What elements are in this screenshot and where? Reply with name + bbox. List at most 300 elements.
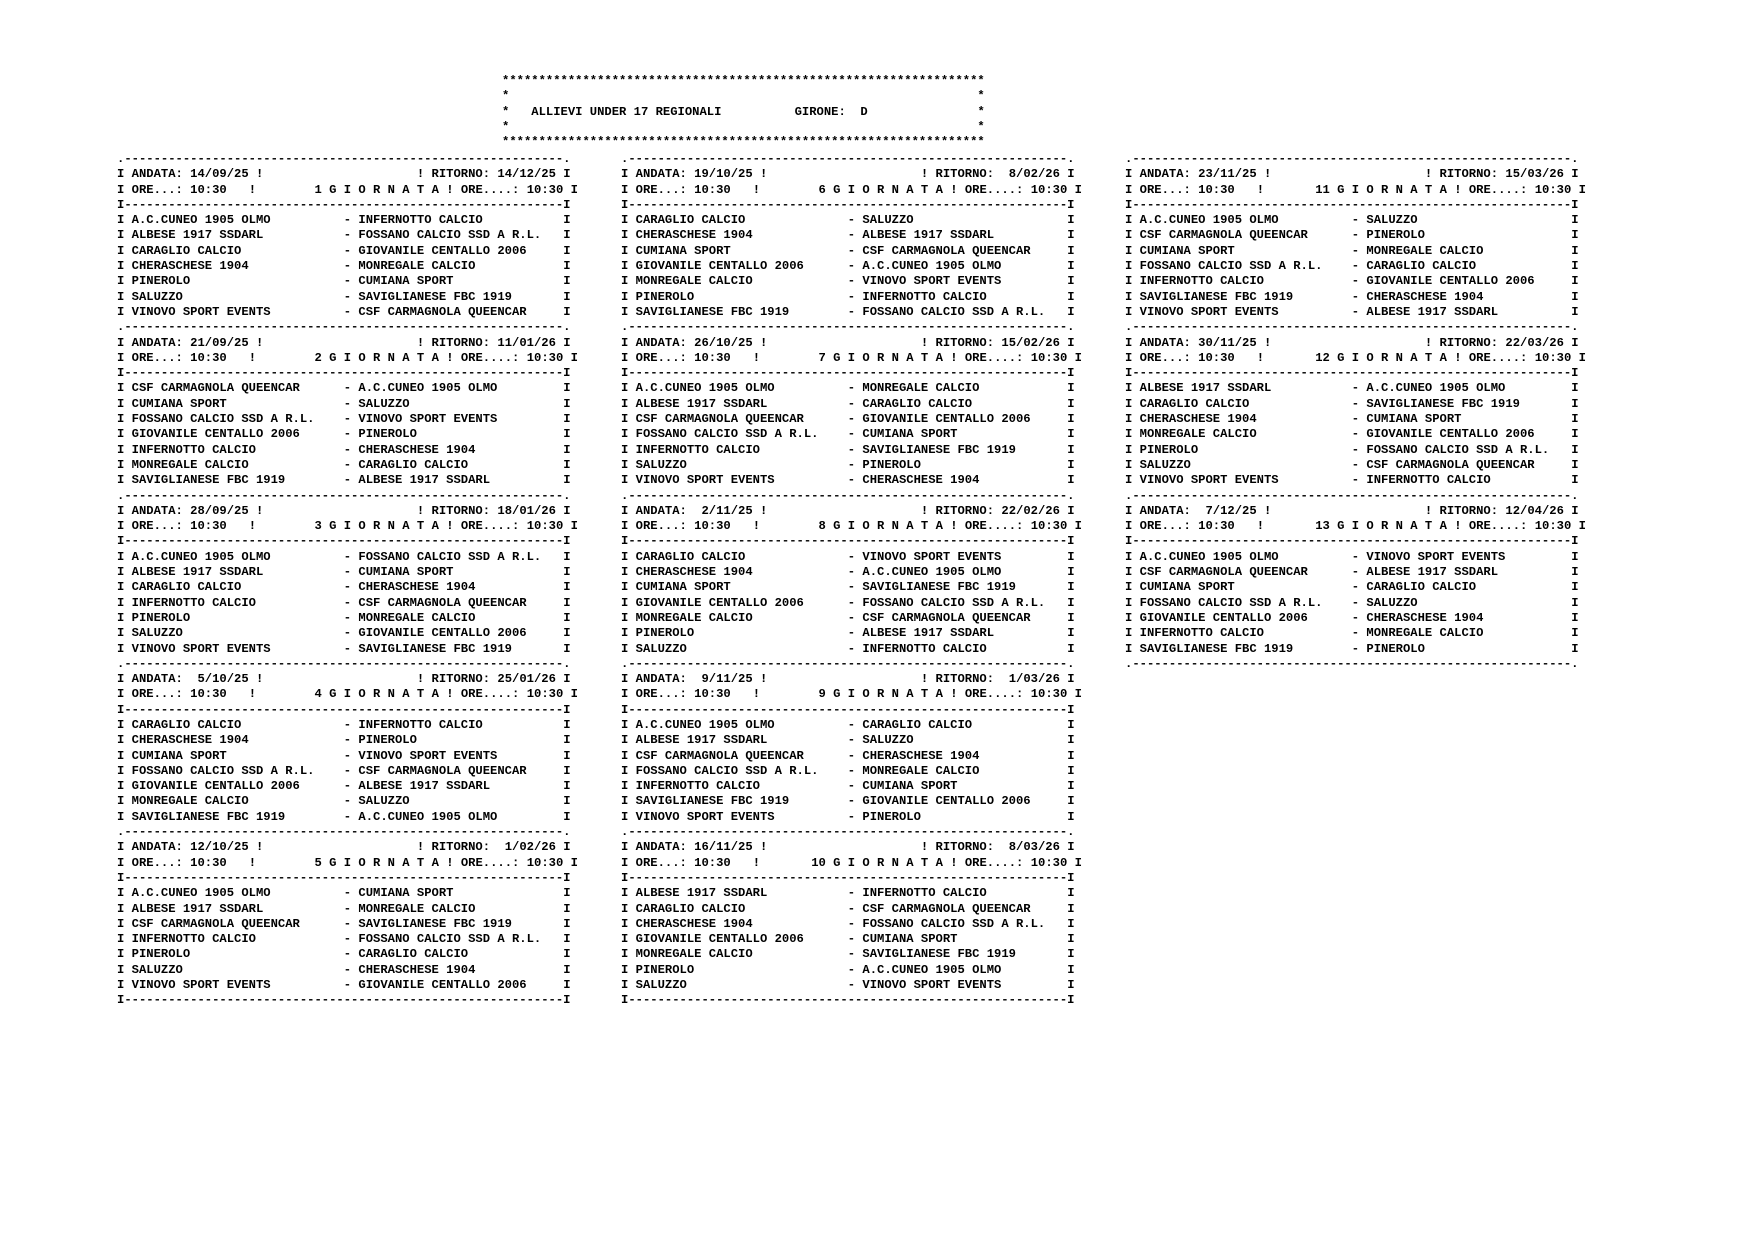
match-row: I CARAGLIO CALCIO - INFERNOTTO CALCIO I: [117, 717, 571, 732]
away-team: FOSSANO CALCIO SSD A R.L.: [862, 916, 1068, 931]
match-row: I VINOVO SPORT EVENTS - CSF CARMAGNOLA QUEENCAR I: [117, 304, 571, 319]
home-team: SAVIGLIANESE FBC 1919: [131, 809, 344, 824]
home-team: CSF CARMAGNOLA QUEENCAR: [1139, 228, 1352, 243]
time-andata: 10:30: [694, 687, 731, 702]
home-team: SAVIGLIANESE FBC 1919: [131, 473, 344, 488]
away-team: A.C.CUNEO 1905 OLMO: [862, 565, 1068, 580]
round-word: G I O R N A T A: [833, 519, 943, 534]
home-team: ALBESE 1917 SSDARL: [131, 228, 344, 243]
round-number: 9: [811, 687, 826, 702]
match-row: I INFERNOTTO CALCIO - SAVIGLIANESE FBC 1919 I: [621, 442, 1075, 457]
away-team: FOSSANO CALCIO SSD A R.L.: [358, 228, 564, 243]
time-andata: 10:30: [1198, 350, 1235, 365]
away-team: PINEROLO: [358, 733, 564, 748]
match-row: I SALUZZO - GIOVANILE CENTALLO 2006 I: [117, 626, 571, 641]
andata-date: 21/09/25: [190, 335, 249, 350]
match-row: I A.C.CUNEO 1905 OLMO - CARAGLIO CALCIO I: [621, 717, 1075, 732]
time-label-return: ORE....:: [1468, 519, 1528, 534]
home-team: ALBESE 1917 SSDARL: [1139, 381, 1352, 396]
ritorno-date: 8/03/26: [1001, 840, 1060, 855]
ritorno-date: 11/01/26: [497, 335, 556, 350]
home-team: CARAGLIO CALCIO: [635, 901, 848, 916]
match-row: I CUMIANA SPORT - SALUZZO I: [117, 396, 571, 411]
match-row: I MONREGALE CALCIO - CARAGLIO CALCIO I: [117, 457, 571, 472]
andata-date: 2/11/25: [694, 503, 753, 518]
away-team: MONREGALE CALCIO: [1366, 626, 1572, 641]
away-team: A.C.CUNEO 1905 OLMO: [862, 259, 1068, 274]
match-row: I CHERASCHESE 1904 - CUMIANA SPORT I: [1125, 412, 1579, 427]
match-row: I CUMIANA SPORT - MONREGALE CALCIO I: [1125, 243, 1579, 258]
andata-label: ANDATA:: [1139, 503, 1191, 518]
home-team: CHERASCHESE 1904: [131, 733, 344, 748]
home-team: FOSSANO CALCIO SSD A R.L.: [1139, 595, 1352, 610]
round-number: 10: [811, 855, 826, 870]
home-team: VINOVO SPORT EVENTS: [131, 978, 344, 993]
home-team: INFERNOTTO CALCIO: [131, 442, 344, 457]
round-number: 8: [811, 519, 826, 534]
away-team: PINEROLO: [1366, 641, 1572, 656]
home-team: VINOVO SPORT EVENTS: [635, 809, 848, 824]
match-row: I GIOVANILE CENTALLO 2006 - FOSSANO CALCIO SSD A R.L. I: [621, 595, 1075, 610]
match-row: I CSF CARMAGNOLA QUEENCAR - SAVIGLIANESE FBC 1919 I: [117, 916, 571, 931]
away-team: SAVIGLIANESE FBC 1919: [862, 442, 1068, 457]
away-team: VINOVO SPORT EVENTS: [862, 549, 1068, 564]
away-team: CARAGLIO CALCIO: [862, 396, 1068, 411]
away-team: CARAGLIO CALCIO: [358, 457, 564, 472]
away-team: PINEROLO: [862, 809, 1068, 824]
away-team: FOSSANO CALCIO SSD A R.L.: [862, 595, 1068, 610]
andata-label: ANDATA:: [635, 503, 687, 518]
home-team: CUMIANA SPORT: [635, 243, 848, 258]
time-ritorno: 10:30: [526, 519, 564, 534]
home-team: CARAGLIO CALCIO: [131, 717, 344, 732]
match-row: I ALBESE 1917 SSDARL - MONREGALE CALCIO I: [117, 901, 571, 916]
match-row: I VINOVO SPORT EVENTS - INFERNOTTO CALCIO I: [1125, 473, 1579, 488]
andata-label: ANDATA:: [635, 840, 687, 855]
away-team: SALUZZO: [358, 396, 564, 411]
home-team: CHERASCHESE 1904: [635, 228, 848, 243]
home-team: ALBESE 1917 SSDARL: [635, 733, 848, 748]
ritorno-label: RITORNO:: [935, 672, 995, 687]
home-team: CARAGLIO CALCIO: [635, 549, 848, 564]
away-team: CSF CARMAGNOLA QUEENCAR: [862, 901, 1068, 916]
ritorno-label: RITORNO:: [431, 503, 491, 518]
away-team: CUMIANA SPORT: [358, 274, 564, 289]
rounds-column-1: .------------------------------------------------------------. I ANDATA: 14/09/25 ! ! RITORNO: 14/12/25 I I ORE...: 10:30 ! 1 G I O R N A T A ! ORE....: 10:30 I I------------------------------------------------------------I I A.C.CUNEO 1905 OLMO - INFERNOTTO CALCIO I I ALBESE 1917 SSDARL - FOSSANO CALCIO SSD A R.L. I I CARAGLIO CALCIO - GIOVANILE CENTALLO 2006 I I CHERASCHESE 1904 - MONREGALE CALCIO I I PINEROLO - CUMIANA SPORT I I SALUZZO - SAVIGLIANESE FBC 1919 I I VINOVO SPORT EVENTS - CSF CARMAGNOLA QUEENCAR I .------------------------------------------------------------. I ANDATA: 21/09/25 ! ! RITORNO: 11/01/26 I I ORE...: 10:30 ! 2 G I O R N A T A ! ORE....: 10:30 I I------------------------------------------------------------I I CSF CARMAGNOLA QUEENCAR - A.C.CUNEO 1905 OLMO I I CUMIANA SPORT - SALUZZO I I FOSSANO CALCIO SSD A R.L. - VINOVO SPORT EVENTS I I GIOVANILE CENTALLO 2006 - PINEROLO I I INFERNOTTO CALCIO - CHERASCHESE 1904 I I MONREGALE CALCIO - CARAGLIO CALCIO I I SAVIGLIANESE FBC 1919 - ALBESE 1917 SSDARL I .------------------------------------------------------------. I ANDATA: 28/09/25 ! ! RITORNO: 18/01/26 I I ORE...: 10:30 ! 3 G I O R N A T A ! ORE....: 10:30 I I------------------------------------------------------------I I A.C.CUNEO 1905 OLMO - FOSSANO CALCIO SSD A R.L. I I ALBESE 1917 SSDARL - CUMIANA SPORT I I CARAGLIO CALCIO - CHERASCHESE 1904 I I INFERNOTTO CALCIO - CSF CARMAGNOLA QUEENCAR I I PINEROLO - MONREGALE CALCIO I I SALUZZO - GIOVANILE CENTALLO 2006 I I VINOVO SPORT EVENTS - SAVIGLIANESE FBC 1919 I .------------------------------------------------------------. I ANDATA: 5/10/25 ! ! RITORNO: 25/01/26 I I ORE...: 10:30 ! 4 G I O R N A T A ! ORE....: 10:30 I I------------------------------------------------------------I I CARAGLIO CALCIO - INFERNOTTO CALCIO I I CHERASCHESE 1904 - PINEROLO I I CUMIANA SPORT - VINOVO SPORT EVENTS I I FOSSANO CALCIO SSD A R.L. - CSF CARMAGNOLA QUEENCAR I I GIOVANILE CENTALLO 2006 - ALBESE 1917 SSDARL I I MONREGALE CALCIO - SALUZZO I I SAVIGLIANESE FBC 1919 - A.C.CUNEO 1905 OLMO I .------------------------------------------------------------. I ANDATA: 12/10/25 ! ! RITORNO: 1/02/26 I I ORE...: 10:30 ! 5 G I O R N A T A ! ORE....: 10:30 I I------------------------------------------------------------I I A.C.CUNEO 1905 OLMO - CUMIANA SPORT I I ALBESE 1917 SSDARL - MONREGALE CALCIO I I CSF CARMAGNOLA QUEENCAR - SAVIGLIANESE FBC 1919 I I INFERNOTTO CALCIO - FOSSANO CALCIO SSD A R.L. I I PINEROLO - CARAGLIO CALCIO I I SALUZZO - CHERASCHESE 1904 I I VINOVO SPORT EVENTS - GIOVANILE CENTALLO 2006 I I------------------------------------------------------------I: [117, 152, 578, 1008]
ritorno-date: 25/01/26: [497, 672, 556, 687]
away-team: FOSSANO CALCIO SSD A R.L.: [358, 932, 564, 947]
away-team: A.C.CUNEO 1905 OLMO: [358, 809, 564, 824]
match-row: I SAVIGLIANESE FBC 1919 - ALBESE 1917 SSDARL I: [117, 473, 571, 488]
match-row: I ALBESE 1917 SSDARL - CARAGLIO CALCIO I: [621, 396, 1075, 411]
home-team: CUMIANA SPORT: [131, 748, 344, 763]
time-andata: 10:30: [190, 182, 227, 197]
home-team: PINEROLO: [131, 274, 344, 289]
match-row: I SALUZZO - CHERASCHESE 1904 I: [117, 962, 571, 977]
match-row: I FOSSANO CALCIO SSD A R.L. - VINOVO SPORT EVENTS I: [117, 412, 571, 427]
home-team: CUMIANA SPORT: [1139, 580, 1352, 595]
match-row: I A.C.CUNEO 1905 OLMO - MONREGALE CALCIO I: [621, 381, 1075, 396]
ritorno-label: RITORNO:: [1439, 335, 1499, 350]
home-team: CARAGLIO CALCIO: [635, 213, 848, 228]
home-team: GIOVANILE CENTALLO 2006: [635, 259, 848, 274]
match-row: I GIOVANILE CENTALLO 2006 - CUMIANA SPORT I: [621, 932, 1075, 947]
away-team: FOSSANO CALCIO SSD A R.L.: [1366, 442, 1572, 457]
away-team: CSF CARMAGNOLA QUEENCAR: [358, 595, 564, 610]
home-team: CARAGLIO CALCIO: [131, 243, 344, 258]
match-row: I CUMIANA SPORT - VINOVO SPORT EVENTS I: [117, 748, 571, 763]
time-label-return: ORE....:: [460, 182, 520, 197]
match-row: I INFERNOTTO CALCIO - CHERASCHESE 1904 I: [117, 442, 571, 457]
match-row: I VINOVO SPORT EVENTS - PINEROLO I: [621, 809, 1075, 824]
away-team: GIOVANILE CENTALLO 2006: [1366, 274, 1572, 289]
time-ritorno: 10:30: [526, 855, 564, 870]
home-team: SALUZZO: [1139, 457, 1352, 472]
match-row: I PINEROLO - INFERNOTTO CALCIO I: [621, 289, 1075, 304]
time-label-return: ORE....:: [460, 687, 520, 702]
away-team: SALUZZO: [1366, 213, 1572, 228]
home-team: CHERASCHESE 1904: [635, 565, 848, 580]
time-andata: 10:30: [190, 855, 227, 870]
match-row: I INFERNOTTO CALCIO - CUMIANA SPORT I: [621, 779, 1075, 794]
home-team: A.C.CUNEO 1905 OLMO: [131, 886, 344, 901]
away-team: INFERNOTTO CALCIO: [862, 641, 1068, 656]
home-team: MONREGALE CALCIO: [1139, 427, 1352, 442]
match-row: I FOSSANO CALCIO SSD A R.L. - SALUZZO I: [1125, 595, 1579, 610]
home-team: GIOVANILE CENTALLO 2006: [131, 427, 344, 442]
time-label-return: ORE....:: [460, 350, 520, 365]
ritorno-label: RITORNO:: [1439, 503, 1499, 518]
ritorno-label: RITORNO:: [935, 840, 995, 855]
match-row: I CHERASCHESE 1904 - A.C.CUNEO 1905 OLMO I: [621, 565, 1075, 580]
home-team: A.C.CUNEO 1905 OLMO: [635, 717, 848, 732]
away-team: MONREGALE CALCIO: [1366, 243, 1572, 258]
time-ritorno: 10:30: [1534, 350, 1572, 365]
home-team: CSF CARMAGNOLA QUEENCAR: [635, 412, 848, 427]
time-label: ORE...:: [635, 182, 687, 197]
group-label: GIRONE:: [794, 104, 846, 119]
andata-date: 9/11/25: [694, 672, 753, 687]
andata-label: ANDATA:: [131, 335, 183, 350]
away-team: SAVIGLIANESE FBC 1919: [1366, 396, 1572, 411]
match-row: I INFERNOTTO CALCIO - MONREGALE CALCIO I: [1125, 626, 1579, 641]
match-row: I CARAGLIO CALCIO - SALUZZO I: [621, 213, 1075, 228]
time-label-return: ORE....:: [964, 350, 1024, 365]
home-team: MONREGALE CALCIO: [635, 610, 848, 625]
match-row: I ALBESE 1917 SSDARL - INFERNOTTO CALCIO I: [621, 886, 1075, 901]
time-label: ORE...:: [1139, 182, 1191, 197]
time-label-return: ORE....:: [1468, 350, 1528, 365]
home-team: ALBESE 1917 SSDARL: [131, 901, 344, 916]
home-team: INFERNOTTO CALCIO: [1139, 274, 1352, 289]
away-team: GIOVANILE CENTALLO 2006: [358, 626, 564, 641]
ritorno-label: RITORNO:: [935, 503, 995, 518]
time-andata: 10:30: [190, 687, 227, 702]
match-row: I PINEROLO - FOSSANO CALCIO SSD A R.L. I: [1125, 442, 1579, 457]
competition-title: ALLIEVI UNDER 17 REGIONALI: [531, 104, 722, 119]
away-team: CHERASCHESE 1904: [358, 442, 564, 457]
match-row: I ALBESE 1917 SSDARL - A.C.CUNEO 1905 OLMO I: [1125, 381, 1579, 396]
time-andata: 10:30: [1198, 182, 1235, 197]
rounds-column-3: .------------------------------------------------------------. I ANDATA: 23/11/25 ! ! RITORNO: 15/03/26 I I ORE...: 10:30 ! 11 G I O R N A T A ! ORE....: 10:30 I I------------------------------------------------------------I I A.C.CUNEO 1905 OLMO - SALUZZO I I CSF CARMAGNOLA QUEENCAR - PINEROLO I I CUMIANA SPORT - MONREGALE CALCIO I I FOSSANO CALCIO SSD A R.L. - CARAGLIO CALCIO I I INFERNOTTO CALCIO - GIOVANILE CENTALLO 2006 I I SAVIGLIANESE FBC 1919 - CHERASCHESE 1904 I I VINOVO SPORT EVENTS - ALBESE 1917 SSDARL I .------------------------------------------------------------. I ANDATA: 30/11/25 ! ! RITORNO: 22/03/26 I I ORE...: 10:30 ! 12 G I O R N A T A ! ORE....: 10:30 I I------------------------------------------------------------I I ALBESE 1917 SSDARL - A.C.CUNEO 1905 OLMO I I CARAGLIO CALCIO - SAVIGLIANESE FBC 1919 I I CHERASCHESE 1904 - CUMIANA SPORT I I MONREGALE CALCIO - GIOVANILE CENTALLO 2006 I I PINEROLO - FOSSANO CALCIO SSD A R.L. I I SALUZZO - CSF CARMAGNOLA QUEENCAR I I VINOVO SPORT EVENTS - INFERNOTTO CALCIO I .------------------------------------------------------------. I ANDATA: 7/12/25 ! ! RITORNO: 12/04/26 I I ORE...: 10:30 ! 13 G I O R N A T A ! ORE....: 10:30 I I------------------------------------------------------------I I A.C.CUNEO 1905 OLMO - VINOVO SPORT EVENTS I I CSF CARMAGNOLA QUEENCAR - ALBESE 1917 SSDARL I I CUMIANA SPORT - CARAGLIO CALCIO I I FOSSANO CALCIO SSD A R.L. - SALUZZO I I GIOVANILE CENTALLO 2006 - CHERASCHESE 1904 I I INFERNOTTO CALCIO - MONREGALE CALCIO I I SAVIGLIANESE FBC 1919 - PINEROLO I .------------------------------------------------------------.: [1125, 152, 1586, 671]
home-team: SALUZZO: [635, 978, 848, 993]
away-team: A.C.CUNEO 1905 OLMO: [862, 962, 1068, 977]
andata-label: ANDATA:: [131, 840, 183, 855]
time-label-return: ORE....:: [460, 519, 520, 534]
away-team: ALBESE 1917 SSDARL: [358, 473, 564, 488]
away-team: SALUZZO: [358, 794, 564, 809]
home-team: ALBESE 1917 SSDARL: [635, 886, 848, 901]
match-row: I SALUZZO - INFERNOTTO CALCIO I: [621, 641, 1075, 656]
match-row: I CUMIANA SPORT - CSF CARMAGNOLA QUEENCAR I: [621, 243, 1075, 258]
match-row: I SAVIGLIANESE FBC 1919 - CHERASCHESE 1904 I: [1125, 289, 1579, 304]
match-row: I A.C.CUNEO 1905 OLMO - FOSSANO CALCIO SSD A R.L. I: [117, 549, 571, 564]
match-row: I CUMIANA SPORT - SAVIGLIANESE FBC 1919 I: [621, 580, 1075, 595]
round-word: G I O R N A T A: [329, 687, 439, 702]
competition-banner: ****************************************************************** * * * ALLIEVI UNDER 17 REGIONALI GIRONE: D * * * ******************************************************************: [502, 74, 985, 150]
home-team: INFERNOTTO CALCIO: [635, 779, 848, 794]
round-word: G I O R N A T A: [329, 855, 439, 870]
home-team: MONREGALE CALCIO: [131, 794, 344, 809]
ritorno-date: 15/02/26: [1001, 335, 1060, 350]
away-team: CUMIANA SPORT: [862, 427, 1068, 442]
away-team: CSF CARMAGNOLA QUEENCAR: [1366, 457, 1572, 472]
time-andata: 10:30: [694, 855, 731, 870]
home-team: PINEROLO: [635, 962, 848, 977]
away-team: SAVIGLIANESE FBC 1919: [862, 947, 1068, 962]
away-team: ALBESE 1917 SSDARL: [1366, 304, 1572, 319]
round-number: 2: [307, 350, 322, 365]
andata-date: 30/11/25: [1198, 335, 1257, 350]
round-word: G I O R N A T A: [1337, 350, 1447, 365]
home-team: GIOVANILE CENTALLO 2006: [635, 595, 848, 610]
away-team: ALBESE 1917 SSDARL: [862, 626, 1068, 641]
away-team: SALUZZO: [862, 213, 1068, 228]
time-andata: 10:30: [694, 182, 731, 197]
ritorno-label: RITORNO:: [935, 167, 995, 182]
round-word: G I O R N A T A: [833, 350, 943, 365]
match-row: I CARAGLIO CALCIO - CHERASCHESE 1904 I: [117, 580, 571, 595]
away-team: CUMIANA SPORT: [358, 886, 564, 901]
time-label-return: ORE....:: [964, 687, 1024, 702]
time-label: ORE...:: [131, 687, 183, 702]
away-team: ALBESE 1917 SSDARL: [1366, 565, 1572, 580]
home-team: A.C.CUNEO 1905 OLMO: [131, 549, 344, 564]
match-row: I A.C.CUNEO 1905 OLMO - SALUZZO I: [1125, 213, 1579, 228]
away-team: MONREGALE CALCIO: [358, 259, 564, 274]
time-label: ORE...:: [635, 687, 687, 702]
round-number: 5: [307, 855, 322, 870]
andata-date: 12/10/25: [190, 840, 249, 855]
match-row: I CARAGLIO CALCIO - VINOVO SPORT EVENTS I: [621, 549, 1075, 564]
home-team: VINOVO SPORT EVENTS: [1139, 473, 1352, 488]
home-team: SALUZZO: [131, 626, 344, 641]
round-number: 1: [307, 182, 322, 197]
home-team: A.C.CUNEO 1905 OLMO: [1139, 549, 1352, 564]
andata-date: 16/11/25: [694, 840, 753, 855]
away-team: A.C.CUNEO 1905 OLMO: [358, 381, 564, 396]
home-team: SAVIGLIANESE FBC 1919: [1139, 289, 1352, 304]
match-row: I CHERASCHESE 1904 - ALBESE 1917 SSDARL I: [621, 228, 1075, 243]
match-row: I INFERNOTTO CALCIO - FOSSANO CALCIO SSD A R.L. I: [117, 932, 571, 947]
away-team: INFERNOTTO CALCIO: [358, 213, 564, 228]
away-team: CARAGLIO CALCIO: [358, 947, 564, 962]
time-ritorno: 10:30: [526, 687, 564, 702]
ritorno-date: 1/02/26: [497, 840, 556, 855]
home-team: SALUZZO: [131, 289, 344, 304]
away-team: INFERNOTTO CALCIO: [1366, 473, 1572, 488]
time-label: ORE...:: [1139, 519, 1191, 534]
match-row: I PINEROLO - CUMIANA SPORT I: [117, 274, 571, 289]
home-team: SAVIGLIANESE FBC 1919: [1139, 641, 1352, 656]
away-team: ALBESE 1917 SSDARL: [358, 779, 564, 794]
time-label: ORE...:: [131, 182, 183, 197]
round-word: G I O R N A T A: [1337, 519, 1447, 534]
home-team: PINEROLO: [635, 289, 848, 304]
home-team: CUMIANA SPORT: [635, 580, 848, 595]
time-label: ORE...:: [635, 519, 687, 534]
round-number: 12: [1315, 350, 1330, 365]
match-row: I CHERASCHESE 1904 - PINEROLO I: [117, 733, 571, 748]
away-team: PINEROLO: [358, 427, 564, 442]
match-row: I VINOVO SPORT EVENTS - CHERASCHESE 1904 I: [621, 473, 1075, 488]
home-team: FOSSANO CALCIO SSD A R.L.: [635, 427, 848, 442]
time-label: ORE...:: [635, 350, 687, 365]
match-row: I CHERASCHESE 1904 - MONREGALE CALCIO I: [117, 259, 571, 274]
home-team: VINOVO SPORT EVENTS: [131, 304, 344, 319]
match-row: I INFERNOTTO CALCIO - CSF CARMAGNOLA QUEENCAR I: [117, 595, 571, 610]
ritorno-date: 18/01/26: [497, 503, 556, 518]
ritorno-date: 22/02/26: [1001, 503, 1060, 518]
ritorno-label: RITORNO:: [935, 335, 995, 350]
home-team: MONREGALE CALCIO: [635, 947, 848, 962]
round-number: 7: [811, 350, 826, 365]
match-row: I SALUZZO - SAVIGLIANESE FBC 1919 I: [117, 289, 571, 304]
away-team: GIOVANILE CENTALLO 2006: [1366, 427, 1572, 442]
andata-date: 14/09/25: [190, 167, 249, 182]
away-team: CUMIANA SPORT: [358, 565, 564, 580]
home-team: CARAGLIO CALCIO: [1139, 396, 1352, 411]
time-ritorno: 10:30: [1030, 350, 1068, 365]
time-ritorno: 10:30: [526, 182, 564, 197]
time-label-return: ORE....:: [964, 855, 1024, 870]
match-row: I CUMIANA SPORT - CARAGLIO CALCIO I: [1125, 580, 1579, 595]
time-label: ORE...:: [131, 855, 183, 870]
time-ritorno: 10:30: [526, 350, 564, 365]
home-team: INFERNOTTO CALCIO: [131, 595, 344, 610]
time-ritorno: 10:30: [1030, 182, 1068, 197]
ritorno-date: 22/03/26: [1505, 335, 1564, 350]
home-team: VINOVO SPORT EVENTS: [635, 473, 848, 488]
match-row: I SAVIGLIANESE FBC 1919 - PINEROLO I: [1125, 641, 1579, 656]
away-team: MONREGALE CALCIO: [862, 381, 1068, 396]
home-team: A.C.CUNEO 1905 OLMO: [1139, 213, 1352, 228]
match-row: I VINOVO SPORT EVENTS - GIOVANILE CENTALLO 2006 I: [117, 978, 571, 993]
ritorno-date: 12/04/26: [1505, 503, 1564, 518]
match-row: I CHERASCHESE 1904 - FOSSANO CALCIO SSD A R.L. I: [621, 916, 1075, 931]
match-row: I MONREGALE CALCIO - SAVIGLIANESE FBC 1919 I: [621, 947, 1075, 962]
away-team: INFERNOTTO CALCIO: [862, 289, 1068, 304]
match-row: I FOSSANO CALCIO SSD A R.L. - CSF CARMAGNOLA QUEENCAR I: [117, 763, 571, 778]
andata-label: ANDATA:: [1139, 167, 1191, 182]
match-row: I CSF CARMAGNOLA QUEENCAR - GIOVANILE CENTALLO 2006 I: [621, 412, 1075, 427]
away-team: SAVIGLIANESE FBC 1919: [358, 641, 564, 656]
match-row: I GIOVANILE CENTALLO 2006 - ALBESE 1917 SSDARL I: [117, 779, 571, 794]
andata-date: 28/09/25: [190, 503, 249, 518]
time-ritorno: 10:30: [1030, 855, 1068, 870]
home-team: CUMIANA SPORT: [1139, 243, 1352, 258]
away-team: GIOVANILE CENTALLO 2006: [862, 412, 1068, 427]
round-number: 3: [307, 519, 322, 534]
home-team: INFERNOTTO CALCIO: [1139, 626, 1352, 641]
match-row: I SALUZZO - PINEROLO I: [621, 457, 1075, 472]
match-row: I MONREGALE CALCIO - VINOVO SPORT EVENTS I: [621, 274, 1075, 289]
away-team: CHERASCHESE 1904: [358, 580, 564, 595]
match-row: I MONREGALE CALCIO - SALUZZO I: [117, 794, 571, 809]
match-row: I A.C.CUNEO 1905 OLMO - CUMIANA SPORT I: [117, 886, 571, 901]
time-andata: 10:30: [1198, 519, 1235, 534]
round-number: 6: [811, 182, 826, 197]
time-label: ORE...:: [1139, 350, 1191, 365]
andata-date: 19/10/25: [694, 167, 753, 182]
home-team: FOSSANO CALCIO SSD A R.L.: [131, 412, 344, 427]
time-andata: 10:30: [694, 350, 731, 365]
home-team: SAVIGLIANESE FBC 1919: [635, 794, 848, 809]
match-row: I FOSSANO CALCIO SSD A R.L. - CARAGLIO CALCIO I: [1125, 259, 1579, 274]
away-team: PINEROLO: [862, 457, 1068, 472]
home-team: A.C.CUNEO 1905 OLMO: [635, 381, 848, 396]
home-team: PINEROLO: [131, 947, 344, 962]
home-team: ALBESE 1917 SSDARL: [131, 565, 344, 580]
home-team: FOSSANO CALCIO SSD A R.L.: [635, 763, 848, 778]
home-team: FOSSANO CALCIO SSD A R.L.: [131, 763, 344, 778]
round-number: 4: [307, 687, 322, 702]
away-team: SALUZZO: [1366, 595, 1572, 610]
away-team: VINOVO SPORT EVENTS: [1366, 549, 1572, 564]
ritorno-label: RITORNO:: [431, 840, 491, 855]
match-row: I VINOVO SPORT EVENTS - ALBESE 1917 SSDARL I: [1125, 304, 1579, 319]
match-row: I ALBESE 1917 SSDARL - SALUZZO I: [621, 733, 1075, 748]
match-row: I GIOVANILE CENTALLO 2006 - PINEROLO I: [117, 427, 571, 442]
time-label: ORE...:: [131, 519, 183, 534]
andata-label: ANDATA:: [635, 335, 687, 350]
home-team: INFERNOTTO CALCIO: [131, 932, 344, 947]
andata-date: 26/10/25: [694, 335, 753, 350]
away-team: CARAGLIO CALCIO: [1366, 259, 1572, 274]
away-team: SAVIGLIANESE FBC 1919: [862, 580, 1068, 595]
round-word: G I O R N A T A: [833, 687, 943, 702]
away-team: INFERNOTTO CALCIO: [862, 886, 1068, 901]
away-team: CSF CARMAGNOLA QUEENCAR: [358, 763, 564, 778]
andata-label: ANDATA:: [131, 503, 183, 518]
away-team: CHERASCHESE 1904: [358, 962, 564, 977]
match-row: I CARAGLIO CALCIO - CSF CARMAGNOLA QUEENCAR I: [621, 901, 1075, 916]
round-word: G I O R N A T A: [833, 855, 943, 870]
home-team: SAVIGLIANESE FBC 1919: [635, 304, 848, 319]
andata-date: 23/11/25: [1198, 167, 1257, 182]
away-team: GIOVANILE CENTALLO 2006: [358, 978, 564, 993]
home-team: CHERASCHESE 1904: [635, 916, 848, 931]
home-team: CHERASCHESE 1904: [131, 259, 344, 274]
time-ritorno: 10:30: [1030, 519, 1068, 534]
match-row: I GIOVANILE CENTALLO 2006 - A.C.CUNEO 1905 OLMO I: [621, 259, 1075, 274]
match-row: I CSF CARMAGNOLA QUEENCAR - PINEROLO I: [1125, 228, 1579, 243]
away-team: CARAGLIO CALCIO: [1366, 580, 1572, 595]
andata-label: ANDATA:: [635, 672, 687, 687]
home-team: CSF CARMAGNOLA QUEENCAR: [1139, 565, 1352, 580]
home-team: CSF CARMAGNOLA QUEENCAR: [131, 381, 344, 396]
home-team: ALBESE 1917 SSDARL: [635, 396, 848, 411]
